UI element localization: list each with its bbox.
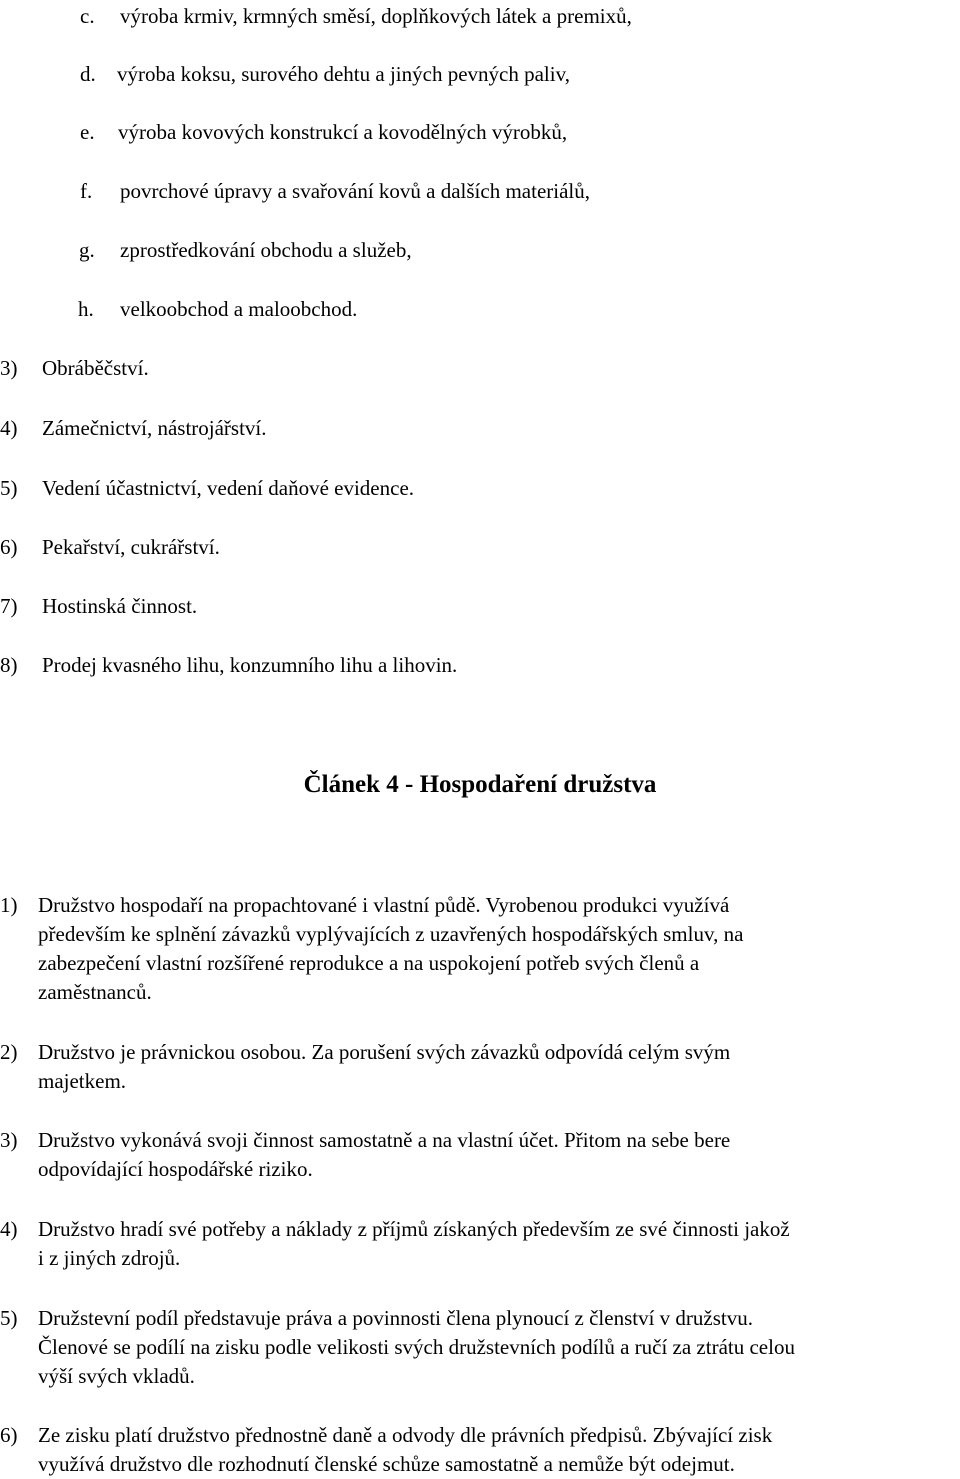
sub-item-marker: c. (80, 4, 95, 28)
item-text: Obráběčství. (42, 356, 149, 380)
paragraph-line: především ke splnění závazků vyplývajících z uzavřených hospodářských smluv, na (38, 922, 744, 946)
sub-item-marker: h. (78, 297, 94, 321)
item-text: Vedení účastnictví, vedení daňové evidence. (42, 476, 415, 500)
paragraph-line: i z jiných zdrojů. (38, 1246, 181, 1270)
paragraph (38, 1126, 960, 1184)
paragraph-line: výší svých vkladů. (38, 1364, 195, 1388)
sub-item-marker: f. (80, 179, 93, 203)
item-marker: 4) (0, 416, 18, 440)
paragraph-line: zabezpečení vlastní rozšířené reprodukce a na uspokojení potřeb svých členů a (38, 951, 700, 975)
paragraph (38, 891, 960, 1007)
item-marker: 3) (0, 356, 18, 380)
sub-item-marker: d. (80, 62, 96, 86)
item-text: Prodej kvasného lihu, konzumního lihu a lihovin. (42, 653, 458, 677)
item-text: Pekařství, cukrářství. (42, 535, 220, 559)
paragraph-line: Družstvo hradí své potřeby a náklady z příjmů získaných především ze své činnosti jakož (38, 1217, 790, 1241)
item-marker: 7) (0, 594, 18, 618)
paragraph-line: Družstevní podíl představuje práva a povinnosti člena plynoucí z členství v družstvu. (38, 1306, 753, 1330)
paragraph (38, 1421, 960, 1479)
paragraph-line: Družstvo hospodaří na propachtované i vlastní půdě. Vyrobenou produkci využívá (38, 893, 730, 917)
item-text: Hostinská činnost. (42, 594, 198, 618)
sub-item-text: povrchové úpravy a svařování kovů a dalších materiálů, (120, 179, 591, 203)
paragraph-marker: 2) (0, 1040, 18, 1064)
paragraph-line: zaměstnanců. (38, 980, 152, 1004)
paragraph-marker: 6) (0, 1423, 18, 1447)
paragraph-line: Ze zisku platí družstvo přednostně daně a odvody dle právních předpisů. Zbývající zisk (38, 1423, 773, 1447)
paragraph (38, 1215, 960, 1273)
paragraph (38, 1304, 960, 1391)
sub-item-text: výroba kovových konstrukcí a kovodělných výrobků, (118, 120, 568, 144)
paragraph-line: Družstvo vykonává svoji činnost samostatně a na vlastní účet. Přitom na sebe bere (38, 1128, 731, 1152)
paragraph-marker: 5) (0, 1306, 18, 1330)
paragraph (38, 1038, 960, 1096)
paragraph-line: Členové se podílí na zisku podle velikosti svých družstevních podílů a ručí za ztrátu celou (38, 1335, 795, 1359)
sub-item-marker: g. (79, 238, 95, 262)
paragraph-line: využívá družstvo dle rozhodnutí členské schůze samostatně a nemůže být odejmut. (38, 1452, 735, 1476)
item-marker: 5) (0, 476, 18, 500)
item-text: Zámečnictví, nástrojářství. (42, 416, 267, 440)
item-marker: 6) (0, 535, 18, 559)
article-heading: Článek 4 - Hospodaření družstva (303, 771, 657, 798)
sub-item-text: výroba koksu, surového dehtu a jiných pevných paliv, (117, 62, 570, 86)
paragraph-line: Družstvo je právnickou osobou. Za porušení svých závazků odpovídá celým svým (38, 1040, 731, 1064)
item-marker: 8) (0, 653, 18, 677)
paragraph-marker: 3) (0, 1128, 18, 1152)
paragraph-marker: 4) (0, 1217, 18, 1241)
sub-item-text: zprostředkování obchodu a služeb, (120, 238, 412, 262)
sub-item-marker: e. (80, 120, 95, 144)
sub-item-text: výroba krmiv, krmných směsí, doplňkových látek a premixů, (120, 4, 632, 28)
paragraph-line: odpovídající hospodářské riziko. (38, 1157, 313, 1181)
paragraph-line: majetkem. (38, 1069, 127, 1093)
sub-item-text: velkoobchod a maloobchod. (120, 297, 358, 321)
paragraph-marker: 1) (0, 893, 18, 917)
